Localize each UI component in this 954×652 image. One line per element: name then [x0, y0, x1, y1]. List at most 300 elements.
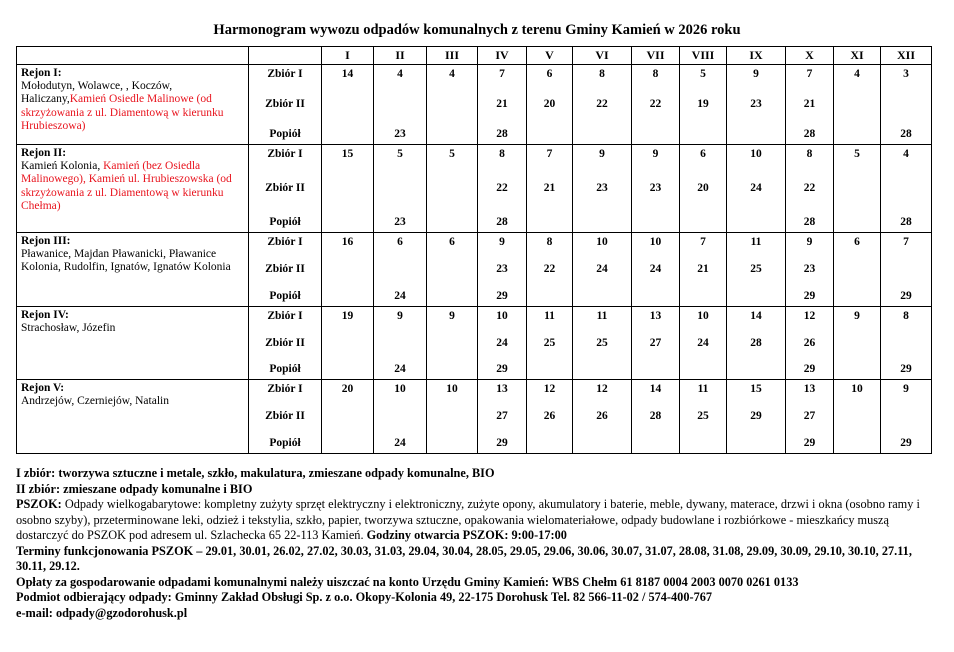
date-zbior1: 6: [546, 68, 553, 80]
month-dates-cell: [834, 145, 881, 233]
date-zbior2: 21: [543, 182, 556, 194]
date-zbior1: 11: [697, 383, 709, 395]
month-dates-cell: [786, 380, 834, 454]
date-popiol: [322, 289, 373, 303]
date-popiol: 24: [394, 437, 406, 449]
date-zbior2: 28: [649, 410, 662, 422]
date-zbior2: 29: [750, 410, 762, 422]
label-popiol: Popiół: [269, 128, 301, 140]
date-zbior2: [322, 181, 373, 195]
date-zbior1: 4: [854, 68, 860, 80]
date-popiol: 23: [394, 216, 406, 228]
date-zbior1: 4: [903, 148, 909, 160]
region-name: Rejon II:: [21, 147, 67, 159]
date-popiol: [632, 215, 679, 229]
month-dates-cell: [527, 65, 573, 145]
date-zbior2: 24: [649, 263, 662, 275]
date-zbior2: [427, 262, 477, 276]
month-dates-cell: [478, 233, 527, 307]
region-towns: Pławanice, Majdan Pławanicki, Pławanice Kolonia, Rudolfin, Ignatów, Ignatów Kolonia: [21, 248, 231, 274]
month-dates-cell: [427, 145, 478, 233]
month-dates-cell: [374, 307, 427, 380]
date-zbior1: 5: [854, 148, 860, 160]
date-zbior1: 10: [649, 236, 662, 248]
date-zbior1: 14: [341, 68, 354, 80]
header-empty-region: [17, 47, 249, 65]
date-popiol: 28: [900, 216, 912, 228]
date-popiol: [527, 215, 572, 229]
date-popiol: [834, 362, 880, 376]
date-zbior1: 4: [397, 68, 403, 80]
date-zbior1: 9: [753, 68, 759, 80]
region-row: [17, 380, 932, 454]
date-popiol: [427, 289, 477, 303]
date-zbior1: 9: [806, 236, 813, 248]
date-popiol: [727, 289, 785, 303]
date-zbior1: 12: [596, 383, 608, 395]
date-zbior2: 22: [496, 182, 508, 194]
label-popiol: Popiół: [269, 216, 301, 228]
date-zbior1: 10: [394, 383, 406, 395]
email-link[interactable]: e-mail: odpady@gzodorohusk.pl: [16, 605, 188, 620]
month-dates-cell: [632, 307, 680, 380]
month-dates-cell: [786, 65, 834, 145]
month-dates-cell: [322, 65, 374, 145]
month-dates-cell: [427, 65, 478, 145]
date-zbior2: [834, 181, 880, 195]
month-dates-cell: [727, 145, 786, 233]
month-dates-cell: [478, 380, 527, 454]
month-dates-cell: [374, 380, 427, 454]
date-zbior2: [427, 181, 477, 195]
month-dates-cell: [322, 145, 374, 233]
date-zbior2: 21: [697, 263, 709, 275]
date-popiol: 28: [900, 128, 912, 140]
month-header: VI: [573, 47, 632, 65]
month-dates-cell: [632, 233, 680, 307]
month-dates-cell: [527, 380, 573, 454]
date-zbior1: 14: [649, 383, 662, 395]
date-popiol: [527, 127, 572, 141]
date-zbior1: 12: [543, 383, 556, 395]
label-zbior2: Zbiór II: [265, 98, 305, 110]
date-popiol: 28: [803, 216, 816, 228]
month-dates-cell: [427, 307, 478, 380]
month-dates-cell: [680, 65, 727, 145]
date-popiol: [727, 436, 785, 450]
month-dates-cell: [881, 145, 932, 233]
date-zbior2: 24: [697, 336, 709, 349]
date-popiol: [632, 127, 679, 141]
month-dates-cell: [427, 233, 478, 307]
date-zbior1: 9: [397, 310, 403, 322]
date-popiol: [834, 215, 880, 229]
date-zbior2: 24: [496, 336, 508, 349]
collection-type-cell: [249, 65, 322, 145]
pszok-dates: Terminy funkcjonowania PSZOK – 29.01, 30.01, 26.02, 27.02, 30.03, 31.03, 29.04, 30.04, 28.05, 29.05, 29.06, 30.06, 30.07, 31.07, 28.08, 31.08, 29.09, 30.09, 29.10, 30.10, 27.11, 30.11, 29.12.: [16, 543, 912, 573]
date-zbior1: 10: [851, 383, 863, 395]
date-popiol: [632, 289, 679, 303]
date-popiol: [834, 289, 880, 303]
month-dates-cell: [786, 307, 834, 380]
date-zbior2: 20: [697, 182, 709, 194]
region-towns: Strachosław, Józefin: [21, 322, 116, 335]
month-dates-cell: [478, 65, 527, 145]
month-dates-cell: [527, 233, 573, 307]
date-zbior1: 5: [449, 148, 455, 160]
date-zbior2: [322, 262, 373, 276]
month-header: XI: [834, 47, 881, 65]
date-popiol: [680, 215, 726, 229]
date-zbior2: [881, 181, 931, 195]
month-header: II: [374, 47, 427, 65]
date-popiol: [727, 362, 785, 376]
month-dates-cell: [427, 380, 478, 454]
payment-info: Opłaty za gospodarowanie odpadami komunalnymi należy uiszczać na konto Urzędu Gminy Kamień: WBS Chełm 61 8187 0004 2003 0070 0261 0133: [16, 574, 799, 589]
label-zbior1: Zbiór I: [267, 236, 303, 248]
collector-info: Podmiot odbierający odpady: Gminny Zakład Obsługi Sp. z o.o. Okopy-Kolonia 49, 22-175 Dorohusk Tel. 82 566-11-02 / 574-400-767: [16, 590, 713, 604]
date-zbior2: 22: [596, 98, 608, 110]
month-dates-cell: [632, 145, 680, 233]
pszok-description: [16, 497, 941, 544]
month-dates-cell: [680, 380, 727, 454]
date-zbior2: [881, 262, 931, 276]
date-popiol: [573, 127, 631, 141]
date-zbior2: [374, 262, 426, 276]
date-zbior1: 9: [449, 310, 455, 322]
month-dates-cell: [573, 65, 632, 145]
date-zbior1: 19: [341, 310, 354, 322]
month-dates-cell: [374, 65, 427, 145]
date-zbior2: [374, 181, 426, 195]
date-zbior1: 4: [449, 68, 455, 80]
label-zbior2: Zbiór II: [265, 336, 305, 349]
region-towns-highlighted: Kamień (bez Osiedla Malinowego), Kamień ul. Hrubieszowska (od skrzyżowania z ul. Diamentową w kierunku Chełma): [21, 160, 232, 212]
schedule-table: [16, 46, 932, 454]
region-row: [17, 65, 932, 145]
date-popiol: [573, 436, 631, 450]
region-row: [17, 233, 932, 307]
month-dates-cell: [727, 380, 786, 454]
date-zbior2: [322, 97, 373, 111]
month-dates-cell: [632, 380, 680, 454]
month-header: X: [786, 47, 834, 65]
date-zbior1: 13: [803, 383, 816, 395]
month-dates-cell: [527, 307, 573, 380]
date-zbior2: [374, 409, 426, 423]
region-towns: Andrzejów, Czerniejów, Natalin: [21, 395, 169, 408]
region-row: [17, 307, 932, 380]
date-zbior2: 21: [496, 98, 508, 110]
date-popiol: [427, 362, 477, 376]
month-dates-cell: [573, 233, 632, 307]
date-zbior2: 25: [697, 410, 709, 422]
date-popiol: 29: [496, 363, 508, 375]
label-popiol: Popiół: [269, 363, 301, 375]
date-zbior2: 23: [803, 263, 816, 275]
month-dates-cell: [322, 233, 374, 307]
month-dates-cell: [680, 307, 727, 380]
date-zbior2: [834, 336, 880, 350]
date-zbior1: 9: [499, 236, 505, 248]
month-dates-cell: [478, 145, 527, 233]
date-zbior2: 24: [750, 182, 762, 194]
collection-type-cell: [249, 307, 322, 380]
region-towns: Mołodutyn, Wolawce, , Koczów, Haliczany,: [21, 80, 173, 106]
date-zbior2: [881, 409, 931, 423]
region-name: Rejon V:: [21, 382, 65, 394]
month-dates-cell: [374, 145, 427, 233]
date-zbior2: [834, 97, 880, 111]
label-zbior1: Zbiór I: [267, 148, 303, 160]
month-dates-cell: [786, 145, 834, 233]
date-zbior1: 9: [854, 310, 860, 322]
date-popiol: [322, 362, 373, 376]
date-zbior1: 9: [903, 383, 909, 395]
date-zbior2: 26: [543, 410, 556, 422]
date-zbior2: 23: [649, 182, 662, 194]
month-dates-cell: [834, 380, 881, 454]
month-dates-cell: [527, 145, 573, 233]
date-popiol: [834, 436, 880, 450]
region-towns-highlighted: Kamień Osiedle Malinowe (od skrzyżowania z ul. Diamentową w kierunku Hrubieszowa): [21, 93, 224, 132]
date-zbior2: [427, 336, 477, 350]
date-zbior2: 25: [596, 336, 608, 349]
region-name: Rejon III:: [21, 235, 71, 247]
region-cell: [17, 380, 249, 454]
region-name: Rejon I:: [21, 67, 62, 79]
month-header: IV: [478, 47, 527, 65]
date-zbior2: 28: [750, 336, 762, 349]
month-dates-cell: [573, 307, 632, 380]
month-header: XII: [881, 47, 932, 65]
date-popiol: [680, 362, 726, 376]
footer-notes: [16, 466, 941, 621]
month-dates-cell: [834, 233, 881, 307]
date-popiol: [322, 127, 373, 141]
month-dates-cell: [478, 307, 527, 380]
date-zbior1: 8: [599, 68, 605, 80]
month-dates-cell: [881, 307, 932, 380]
label-zbior1: Zbiór I: [267, 383, 303, 395]
month-dates-cell: [680, 145, 727, 233]
date-zbior1: 8: [546, 236, 553, 248]
month-dates-cell: [374, 233, 427, 307]
date-zbior1: 10: [446, 383, 458, 395]
date-zbior1: 14: [750, 310, 762, 322]
date-zbior1: 7: [806, 68, 813, 80]
date-zbior1: 7: [700, 236, 706, 248]
date-zbior2: [427, 97, 477, 111]
date-popiol: 24: [394, 363, 406, 375]
date-zbior1: 7: [546, 148, 553, 160]
month-dates-cell: [322, 380, 374, 454]
label-popiol: Popiół: [269, 290, 301, 302]
date-zbior1: 10: [697, 310, 709, 322]
date-zbior1: 11: [544, 310, 555, 322]
date-popiol: [322, 215, 373, 229]
date-zbior1: 9: [652, 148, 659, 160]
document-title: Harmonogram wywozu odpadów komunalnych z terenu Gminy Kamień w 2026 roku: [213, 22, 741, 38]
collection-type-cell: [249, 380, 322, 454]
date-zbior2: 22: [543, 263, 556, 275]
pszok-hours: Godziny otwarcia PSZOK: 9:00-17:00: [366, 528, 567, 542]
date-zbior1: 16: [341, 236, 354, 248]
region-cell: [17, 233, 249, 307]
label-popiol: Popiół: [269, 437, 301, 449]
date-zbior2: [881, 97, 931, 111]
region-towns: Kamień Kolonia,: [21, 160, 104, 173]
date-popiol: [427, 215, 477, 229]
date-zbior1: 8: [903, 310, 909, 322]
date-zbior1: 10: [750, 148, 762, 160]
collection-type-cell: [249, 233, 322, 307]
date-zbior1: 6: [449, 236, 455, 248]
month-header: VIII: [680, 47, 727, 65]
date-popiol: [527, 436, 572, 450]
date-popiol: 28: [496, 128, 508, 140]
date-zbior2: 25: [750, 263, 762, 275]
date-popiol: [322, 436, 373, 450]
date-zbior1: 7: [499, 68, 505, 80]
date-zbior1: 20: [341, 383, 354, 395]
date-zbior1: 5: [700, 68, 706, 80]
date-zbior2: [881, 336, 931, 350]
month-dates-cell: [322, 307, 374, 380]
date-popiol: [834, 127, 880, 141]
date-popiol: [680, 436, 726, 450]
date-zbior2: 26: [803, 336, 816, 349]
date-popiol: 29: [496, 290, 508, 302]
date-zbior1: 8: [652, 68, 659, 80]
date-popiol: 28: [803, 128, 816, 140]
month-dates-cell: [680, 233, 727, 307]
label-zbior2: Zbiór II: [265, 263, 305, 275]
date-popiol: [427, 436, 477, 450]
region-row: [17, 145, 932, 233]
date-popiol: 29: [803, 363, 816, 375]
label-zbior2: Zbiór II: [265, 182, 305, 194]
date-zbior1: 8: [806, 148, 813, 160]
header-empty-label: [249, 47, 322, 65]
date-popiol: 29: [803, 437, 816, 449]
collection-type-cell: [249, 145, 322, 233]
month-dates-cell: [727, 307, 786, 380]
date-zbior1: 6: [700, 148, 706, 160]
pszok-text: Odpady wielkogabarytowe: kompletny zużyty sprzęt elektryczny i elektroniczny, zużyte opony, akumulatory i baterie, meble, dywany, materace, drzwi i okna (osobno ramy i osobno szyby), przeterminowane leki, odzież i tekstylia, szkło, papier, tworzywa sztuczne, opakowania wielomateriałowe, odpady budowlane i rozbiórkowe - mieszkańcy muszą dostarczyć do PSZOK pod adresem ul. Szlachecka 65 22-113 Kamień.: [16, 497, 920, 542]
date-popiol: [527, 289, 572, 303]
date-zbior1: 3: [903, 68, 909, 80]
date-popiol: [680, 289, 726, 303]
date-zbior1: 7: [903, 236, 909, 248]
date-zbior2: [322, 336, 373, 350]
date-zbior2: [427, 409, 477, 423]
date-zbior2: 27: [496, 410, 508, 422]
month-dates-cell: [727, 65, 786, 145]
month-header: V: [527, 47, 573, 65]
date-zbior2: [374, 336, 426, 350]
month-dates-cell: [881, 233, 932, 307]
date-zbior2: 26: [596, 410, 608, 422]
date-zbior2: 23: [750, 98, 762, 110]
region-cell: [17, 307, 249, 380]
date-popiol: [632, 436, 679, 450]
date-zbior1: 11: [750, 236, 762, 248]
month-dates-cell: [573, 380, 632, 454]
date-popiol: [527, 362, 572, 376]
month-dates-cell: [573, 145, 632, 233]
date-popiol: [680, 127, 726, 141]
date-popiol: 28: [496, 216, 508, 228]
date-zbior2: 21: [803, 98, 816, 110]
date-popiol: [573, 362, 631, 376]
date-zbior1: 15: [341, 148, 354, 160]
date-zbior2: [834, 262, 880, 276]
date-popiol: 23: [394, 128, 406, 140]
date-popiol: 29: [803, 290, 816, 302]
date-zbior2: 22: [649, 98, 662, 110]
date-zbior2: 22: [803, 182, 816, 194]
month-header: VII: [632, 47, 680, 65]
date-popiol: 29: [900, 437, 912, 449]
date-zbior1: 10: [596, 236, 608, 248]
date-zbior2: [834, 409, 880, 423]
date-popiol: 29: [496, 437, 508, 449]
month-dates-cell: [834, 65, 881, 145]
date-zbior2: [322, 409, 373, 423]
date-zbior1: 6: [397, 236, 403, 248]
month-header: IX: [727, 47, 786, 65]
date-popiol: [727, 127, 785, 141]
date-zbior1: 6: [854, 236, 860, 248]
month-dates-cell: [786, 233, 834, 307]
region-name: Rejon IV:: [21, 309, 69, 321]
date-zbior2: 23: [496, 263, 508, 275]
date-zbior2: 20: [543, 98, 556, 110]
month-dates-cell: [881, 380, 932, 454]
date-zbior2: 24: [596, 263, 608, 275]
month-dates-cell: [834, 307, 881, 380]
month-header: III: [427, 47, 478, 65]
zbior1-description: I zbiór: tworzywa sztuczne i metale, szkło, makulatura, zmieszane odpady komunalne, BIO: [16, 466, 495, 480]
date-zbior2: 25: [543, 336, 556, 349]
month-dates-cell: [632, 65, 680, 145]
date-zbior1: 9: [599, 148, 605, 160]
date-zbior1: 13: [649, 310, 662, 322]
region-cell: [17, 65, 249, 145]
date-popiol: [632, 362, 679, 376]
date-zbior2: 27: [803, 410, 816, 422]
date-zbior2: 23: [596, 182, 608, 194]
label-zbior2: Zbiór II: [265, 410, 305, 422]
date-popiol: 29: [900, 363, 912, 375]
date-popiol: 29: [900, 290, 912, 302]
date-popiol: [727, 215, 785, 229]
date-zbior1: 12: [803, 310, 816, 322]
month-header-row: [17, 47, 932, 65]
label-zbior1: Zbiór I: [267, 68, 303, 80]
zbior2-description: II zbiór: zmieszane odpady komunalne i BIO: [16, 481, 253, 496]
month-dates-cell: [881, 65, 932, 145]
month-header: I: [322, 47, 374, 65]
date-zbior1: 10: [496, 310, 508, 322]
label-zbior1: Zbiór I: [267, 310, 303, 322]
date-popiol: [573, 215, 631, 229]
date-zbior1: 13: [496, 383, 508, 395]
pszok-label: PSZOK:: [16, 497, 62, 511]
region-cell: [17, 145, 249, 233]
date-zbior2: 27: [649, 336, 662, 349]
